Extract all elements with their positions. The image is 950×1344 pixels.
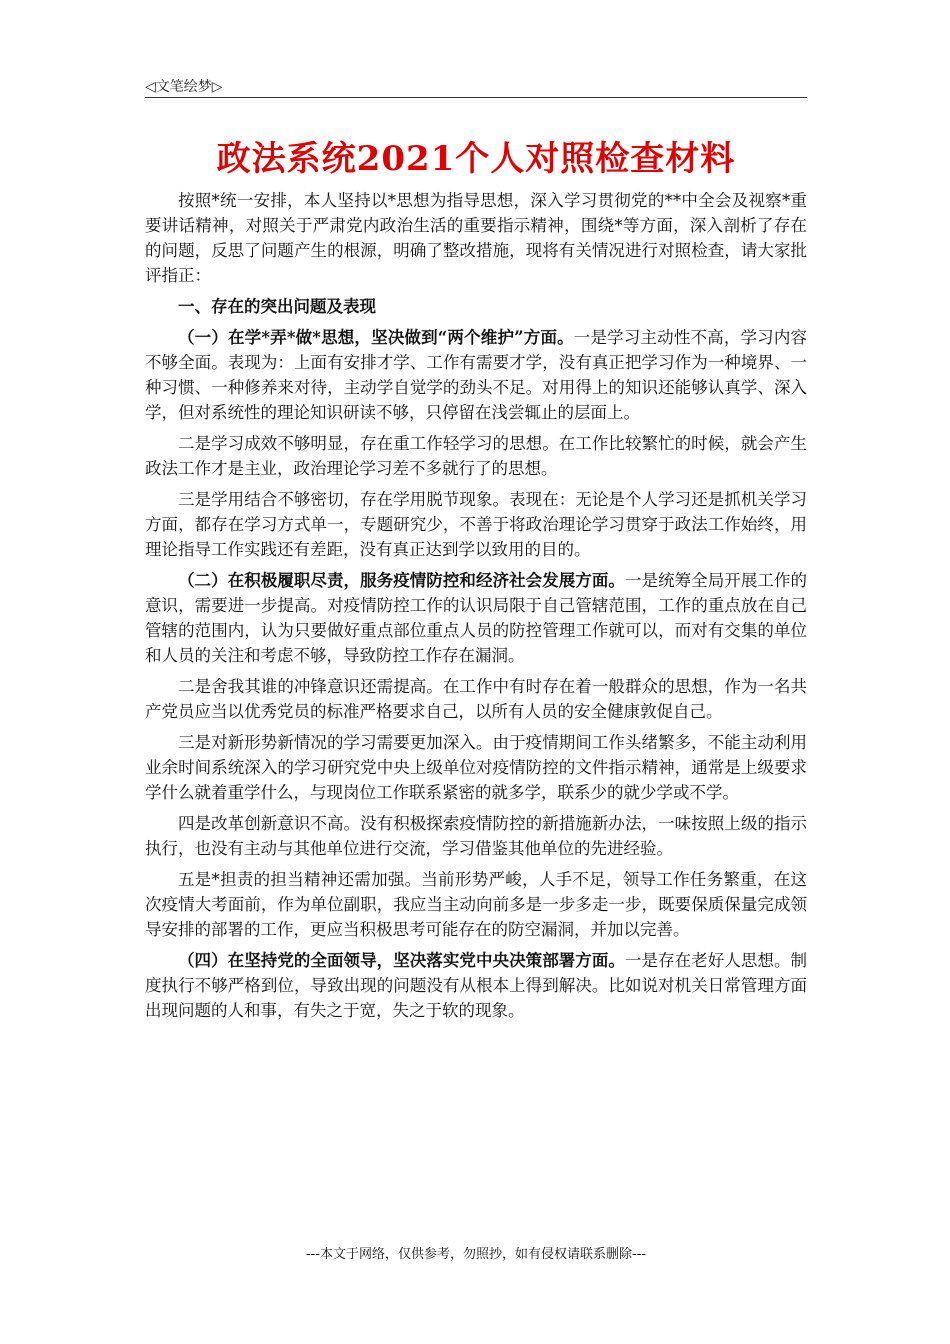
section-heading: 一、存在的突出问题及表现 xyxy=(178,297,376,316)
paragraph: 二是学习成效不够明显，存在重工作轻学习的思想。在工作比较繁忙的时候，就会产生政法工作才是主业，政治理论学习差不多就行了的思想。 xyxy=(145,434,807,478)
paragraph-text: 一是学习主动性不高，学习内容不够全面。表现为：上面有安排才学、工作有需要才学，没有真正把学习作为一种境界、一种习惯、一种修养来对待，主动学自觉学的劲头不足。对用得上的知识还能够认真学、深入学，但对系统性的理论知识研读不够，只停留在浅尝辄止的层面上。 xyxy=(145,328,808,422)
subsection-heading: （二）在积极履职尽责，服务疫情防控和经济社会发展方面。 xyxy=(178,571,625,590)
paragraph-text: 一是统筹全局开展工作的意识，需要进一步提高。对疫情防控工作的认识局限于自己管辖范围，工作的重点放在自己管辖的范围内，认为只要做好重点部位重点人员的防控管理工作就可以，而对有交集的单位和人员的关注和考虑不够，导致防控工作存在漏洞。 xyxy=(145,571,808,665)
paragraph: 四是改革创新意识不高。没有积极探索疫情防控的新措施新办法，一味按照上级的指示执行，也没有主动与其他单位进行交流，学习借鉴其他单位的先进经验。 xyxy=(145,814,807,858)
intro-paragraph: 按照*统一安排，本人坚持以*思想为指导思想，深入学习贯彻党的**中全会及视察*重要讲话精神，对照关于严肃党内政治生活的重要指示精神，围绕*等方面，深入剖析了存在的问题，反思了问题产生的根源，明确了整改措施，现将有关情况进行对照检查，请大家批评指正： xyxy=(145,191,807,285)
paragraph-text: 一是存在老好人思想。制度执行不够严格到位，导致出现的问题没有从根本上得到解决。比如说对机关日常管理方面出现问题的人和事，有失之于宽，失之于软的现象。 xyxy=(145,951,808,1020)
paragraph: 三是学用结合不够密切，存在学用脱节现象。表现在：无论是个人学习还是抓机关学习方面，都存在学习方式单一，专题研究少，不善于将政治理论学习贯穿于政法工作始终，用理论指导工作实践还有差距，没有真正达到学以致用的目的。 xyxy=(145,490,807,559)
paragraph: 五是*担责的担当精神还需加强。当前形势严峻，人手不足，领导工作任务繁重，在这次疫情大考面前，作为单位副职，我应当主动向前多是一步多走一步，既要保质保量完成领导安排的部署的工作，更应当积极思考可能存在的防空漏洞，并加以完善。 xyxy=(145,870,807,939)
paragraph xyxy=(145,568,807,668)
paragraph xyxy=(145,948,807,1023)
subsection-heading: （一）在学*弄*做*思想，坚决做到“两个维护”方面。 xyxy=(178,328,574,347)
paragraph xyxy=(145,325,807,425)
subsection-heading: （四）在坚持党的全面领导，坚决落实党中央决策部署方面。 xyxy=(178,951,625,970)
paragraph: 三是对新形势新情况的学习需要更加深入。由于疫情期间工作头绪繁多，不能主动利用业余时间系统深入的学习研究党中央上级单位对疫情防控的文件指示精神，通常是上级要求学什么就着重学什么，与现岗位工作联系紧密的就多学，联系少的就少学或不学。 xyxy=(145,733,807,802)
paragraph: 二是舍我其谁的冲锋意识还需提高。在工作中有时存在着一般群众的思想，作为一名共产党员应当以优秀党员的标准严格要求自己，以所有人员的安全健康敦促自己。 xyxy=(145,677,807,721)
footer-disclaimer: ---本文于网络，仅供参考，勿照抄，如有侵权请联系删除--- xyxy=(305,1247,647,1262)
header-divider xyxy=(145,97,807,98)
document-title: 政法系统2021个人对照检查材料 xyxy=(216,139,736,179)
header-text: ◁文笔绘梦▷ xyxy=(145,79,223,95)
document-body xyxy=(145,188,807,1029)
